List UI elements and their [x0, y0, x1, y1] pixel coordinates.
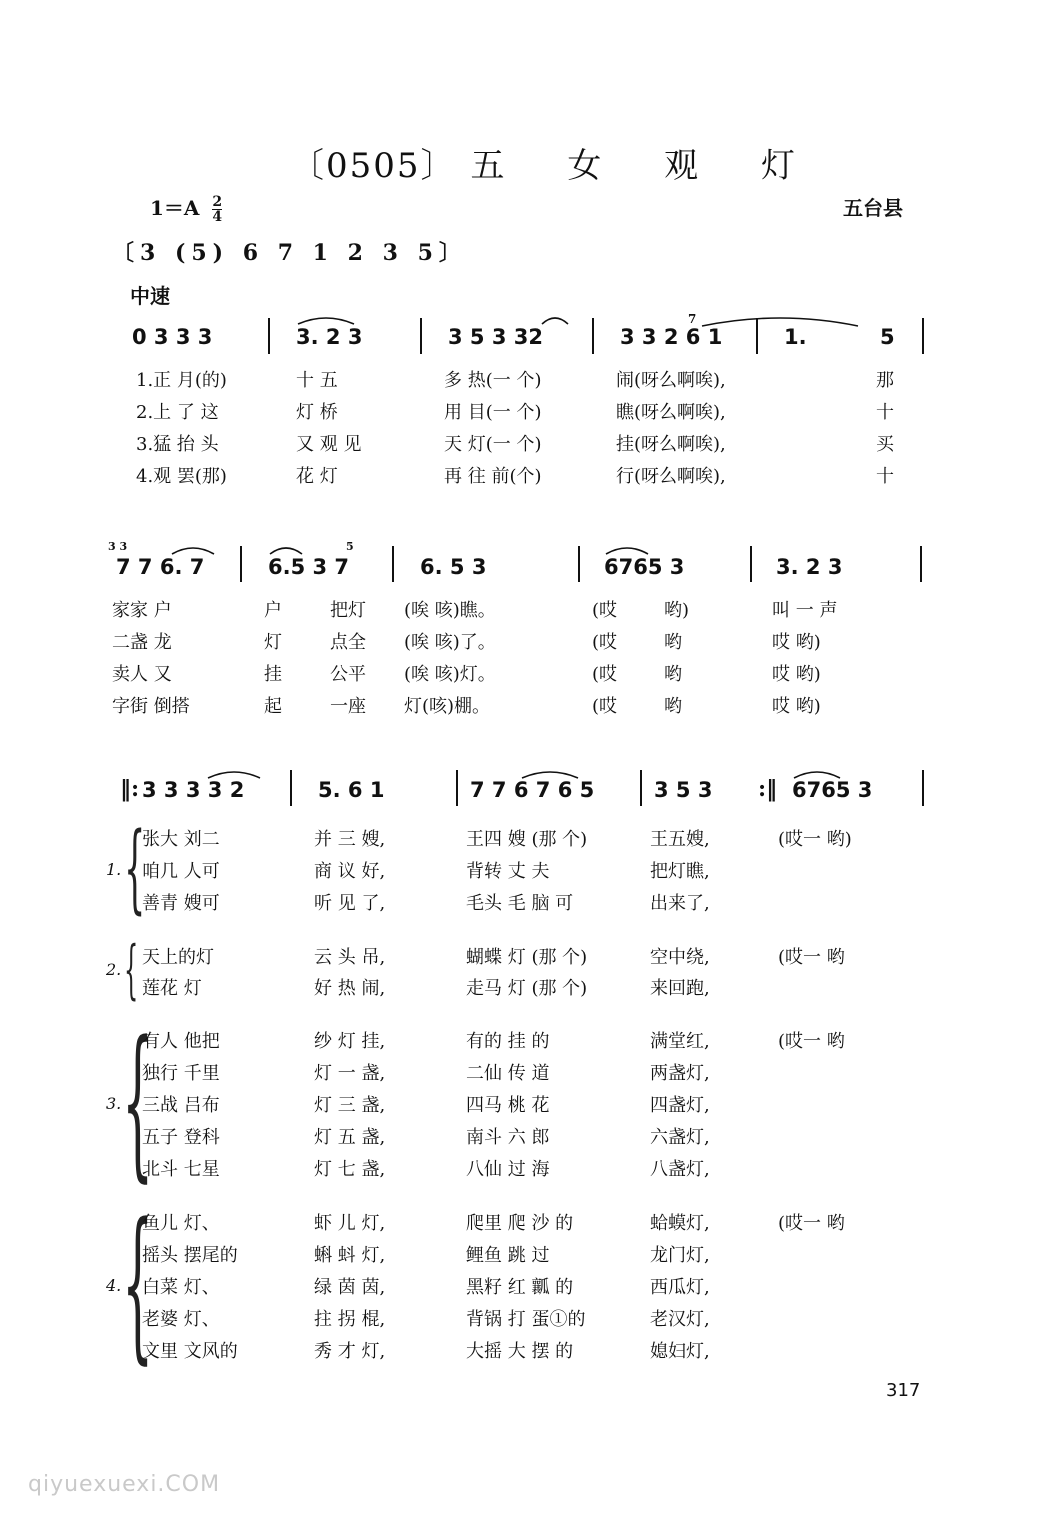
- lyric: 瞧(呀么啊唉),: [616, 402, 726, 423]
- s3-measure-1: 3 3 3 3 2: [142, 778, 245, 802]
- lyric: 又 观 见: [296, 434, 362, 455]
- lyric: 王四 嫂 (那 个): [466, 829, 588, 850]
- s2-measure-2: 6.5 3 7: [268, 555, 350, 579]
- s1-measure-1: 0 3 3 3: [132, 325, 213, 349]
- lyric: (唉 咳)瞧。: [404, 600, 496, 621]
- lyric: 老婆 灯、: [142, 1309, 220, 1330]
- lyric: 公平: [330, 664, 366, 685]
- lyric: 独行 千里: [142, 1063, 220, 1084]
- lyric: 爬里 爬 沙 的: [466, 1213, 574, 1234]
- slur: [296, 312, 356, 326]
- lyric: 哎 哟): [772, 632, 821, 653]
- lyric: 灯 五 盏,: [314, 1127, 386, 1148]
- lyric: 多 热(一 个): [444, 370, 542, 391]
- lyric: 1.正 月(的): [136, 370, 227, 391]
- lyric: 西瓜灯,: [650, 1277, 710, 1298]
- lyric: 天 灯(一 个): [444, 434, 542, 455]
- lyric: 灯 桥: [296, 402, 338, 423]
- lyric: 家家 户: [112, 600, 172, 621]
- lyric: 蛤蟆灯,: [650, 1213, 710, 1234]
- verse-number: 4.: [106, 1276, 122, 1295]
- s1-measure-2: 3. 2 3: [296, 325, 363, 349]
- barline: [420, 318, 422, 354]
- lyric: 叫 一 声: [772, 600, 838, 621]
- lyric: 好 热 闹,: [314, 978, 386, 999]
- lyric: 那: [876, 370, 894, 391]
- lyric: 咱几 人可: [142, 861, 220, 882]
- verse-number: 3.: [106, 1094, 122, 1113]
- lyric: 八仙 过 海: [466, 1159, 550, 1180]
- lyric: 十: [876, 466, 894, 487]
- lyric: 文里 文风的: [142, 1341, 238, 1362]
- lyric: 莲花 灯: [142, 978, 202, 999]
- lyric: 灯 七 盏,: [314, 1159, 386, 1180]
- lyric: 八盏灯,: [650, 1159, 710, 1180]
- lyric: 蝴蝶 灯 (那 个): [466, 947, 588, 968]
- barline: [290, 770, 292, 806]
- key-label: 1＝A: [150, 196, 200, 220]
- tempo-marking: 中速: [130, 284, 170, 308]
- lyric: 挂(呀么啊唉),: [616, 434, 726, 455]
- lyric: 灯(咳)棚。: [404, 696, 491, 717]
- lyric: 五子 登科: [142, 1127, 220, 1148]
- lyric: 灯 一 盏,: [314, 1063, 386, 1084]
- barline: [392, 546, 394, 582]
- verse-brace: {: [122, 1006, 154, 1197]
- lyric: 卖人 又: [112, 664, 172, 685]
- lyric: 张大 刘二: [142, 829, 220, 850]
- s1-measure-5b: 5: [880, 325, 895, 349]
- lyric: 鲤鱼 跳 过: [466, 1245, 550, 1266]
- region-label: 五台县: [843, 196, 903, 220]
- lyric: 并 三 嫂,: [314, 829, 386, 850]
- lyric: (哎一 哟: [778, 1031, 845, 1052]
- lyric: 虾 儿 灯,: [314, 1213, 386, 1234]
- lyric: 十 五: [296, 370, 338, 391]
- repeat-end-sign: :‖: [758, 776, 778, 802]
- time-denominator: 4: [212, 209, 223, 225]
- slur: [268, 542, 304, 556]
- lyric: 王五嫂,: [650, 829, 710, 850]
- lyric: 三战 吕布: [142, 1095, 220, 1116]
- lyric: 户: [264, 600, 282, 621]
- lyric: (哎: [592, 600, 618, 621]
- lyric: 走马 灯 (那 个): [466, 978, 588, 999]
- lyric: 满堂红,: [650, 1031, 710, 1052]
- slur: [206, 766, 262, 780]
- slur: [170, 542, 216, 556]
- lyric: 背锅 打 蛋①的: [466, 1309, 586, 1330]
- verse-number: 2.: [106, 960, 122, 979]
- lyric: 再 往 前(个): [444, 466, 542, 487]
- s2-measure-1: 7 7 6. 7: [116, 555, 205, 579]
- lyric: 白菜 灯、: [142, 1277, 220, 1298]
- barline: [578, 546, 580, 582]
- lyric: 天上的灯: [142, 947, 214, 968]
- page-number: 317: [886, 1380, 921, 1401]
- lyric: 云 头 吊,: [314, 947, 386, 968]
- s1-measure-3: 3 5 3 32: [448, 325, 543, 349]
- s1-measure-4: 3 3 2 6 1: [620, 325, 723, 349]
- barline: [640, 770, 642, 806]
- verse-brace: {: [124, 933, 139, 1007]
- watermark: qiyuexuexi.COM: [28, 1472, 221, 1497]
- lyric: 灯 三 盏,: [314, 1095, 386, 1116]
- slur: [792, 766, 842, 780]
- lyric: 把灯瞧,: [650, 861, 710, 882]
- lyric: (哎一 哟): [778, 829, 852, 850]
- lyric: 二仙 传 道: [466, 1063, 550, 1084]
- repeat-start-sign: ‖:: [120, 776, 140, 802]
- slur: [604, 542, 650, 556]
- lyric: 有的 挂 的: [466, 1031, 550, 1052]
- lyric: (哎: [592, 696, 618, 717]
- lyric: 媳妇灯,: [650, 1341, 710, 1362]
- lyric: (唉 咳)了。: [404, 632, 496, 653]
- lyric: 灯: [264, 632, 282, 653]
- lyric: 哎 哟): [772, 696, 821, 717]
- title-number: 〔0505〕: [290, 146, 457, 186]
- lyric: 一座: [330, 696, 366, 717]
- lyric: 出来了,: [650, 893, 710, 914]
- lyric: 4.观 罢(那): [136, 466, 227, 487]
- lyric: 字街 倒搭: [112, 696, 190, 717]
- lyric: 拄 拐 棍,: [314, 1309, 386, 1330]
- s3-measure-2: 5. 6 1: [318, 778, 385, 802]
- slur: [520, 766, 580, 780]
- s3-measure-3: 7 7 6 7 6 5: [470, 778, 595, 802]
- lyric: 四马 桃 花: [466, 1095, 550, 1116]
- s1-measure-5: 1.: [784, 325, 807, 349]
- lyric: 行(呀么啊唉),: [616, 466, 726, 487]
- barline: [750, 546, 752, 582]
- lyric: 纱 灯 挂,: [314, 1031, 386, 1052]
- s3-measure-5: 6765 3: [792, 778, 873, 802]
- lyric: 绿 茵 茵,: [314, 1277, 386, 1298]
- lyric: 起: [264, 696, 282, 717]
- time-signature: [212, 195, 222, 224]
- lyric: 挂: [264, 664, 282, 685]
- lyric: (哎: [592, 664, 618, 685]
- lyric: 哎 哟): [772, 664, 821, 685]
- lyric: 十: [876, 402, 894, 423]
- barline: [268, 318, 270, 354]
- lyric: 哟): [664, 600, 690, 621]
- lyric: 把灯: [330, 600, 366, 621]
- s2-measure-3: 6. 5 3: [420, 555, 487, 579]
- lyric: 黑籽 红 瓤 的: [466, 1277, 574, 1298]
- barline: [456, 770, 458, 806]
- lyric: 蝌 蚪 灯,: [314, 1245, 386, 1266]
- lyric: 背转 丈 夫: [466, 861, 550, 882]
- barline: [920, 546, 922, 582]
- lyric: 龙门灯,: [650, 1245, 710, 1266]
- lyric: 善青 嫂可: [142, 893, 220, 914]
- lyric: 来回跑,: [650, 978, 710, 999]
- lyric: 六盏灯,: [650, 1127, 710, 1148]
- verse-brace: {: [122, 1188, 154, 1379]
- lyric: 毛头 毛 脑 可: [466, 893, 574, 914]
- lyric: 二盏 龙: [112, 632, 172, 653]
- lyric: 买: [876, 434, 894, 455]
- page-title: [290, 138, 821, 187]
- s3-measure-4: 3 5 3: [654, 778, 713, 802]
- lyric: 3.猛 抬 头: [136, 434, 219, 455]
- lyric: 商 议 好,: [314, 861, 386, 882]
- verse-brace: {: [124, 812, 146, 924]
- lyric: 大摇 大 摆 的: [466, 1341, 574, 1362]
- lyric: 哟: [664, 664, 682, 685]
- lyric: 用 目(一 个): [444, 402, 542, 423]
- barline: [922, 318, 924, 354]
- barline: [592, 318, 594, 354]
- lyric: 北斗 七星: [142, 1159, 220, 1180]
- s1-grace-note: 7: [688, 312, 697, 326]
- slur: [540, 312, 570, 326]
- lyric: 哟: [664, 696, 682, 717]
- lyric: 哟: [664, 632, 682, 653]
- title-text: 五 女 观 灯: [470, 146, 821, 186]
- time-numerator: 2: [212, 194, 223, 210]
- lyric: (哎: [592, 632, 618, 653]
- barline: [240, 546, 242, 582]
- lyric: 空中绕,: [650, 947, 710, 968]
- s2-measure-4: 6765 3: [604, 555, 685, 579]
- s2-grace-note: 5: [346, 540, 354, 553]
- lyric: 听 见 了,: [314, 893, 386, 914]
- lyric: 2.上 了 这: [136, 402, 219, 423]
- lyric: (唉 咳)灯。: [404, 664, 496, 685]
- verse-number: 1.: [106, 860, 122, 879]
- key-signature: [150, 192, 222, 224]
- lyric: 秀 才 灯,: [314, 1341, 386, 1362]
- lyric: 有人 他把: [142, 1031, 220, 1052]
- lyric: 南斗 六 郎: [466, 1127, 550, 1148]
- lyric: 老汉灯,: [650, 1309, 710, 1330]
- lyric: 鱼儿 灯、: [142, 1213, 220, 1234]
- lyric: 点全: [330, 632, 366, 653]
- lyric: (哎一 哟: [778, 1213, 845, 1234]
- lyric: (哎一 哟: [778, 947, 845, 968]
- intro-phrase: 〔3 (5) 6 7 1 2 3 5〕: [112, 240, 467, 266]
- lyric: 闹(呀么啊唉),: [616, 370, 726, 391]
- lyric: 花 灯: [296, 466, 338, 487]
- s2-measure-5: 3. 2 3: [776, 555, 843, 579]
- lyric: 四盏灯,: [650, 1095, 710, 1116]
- barline: [922, 770, 924, 806]
- lyric: 两盏灯,: [650, 1063, 710, 1084]
- s2-grace-notes: 3 3: [108, 540, 128, 553]
- lyric: 摇头 摆尾的: [142, 1245, 238, 1266]
- slur: [700, 312, 860, 328]
